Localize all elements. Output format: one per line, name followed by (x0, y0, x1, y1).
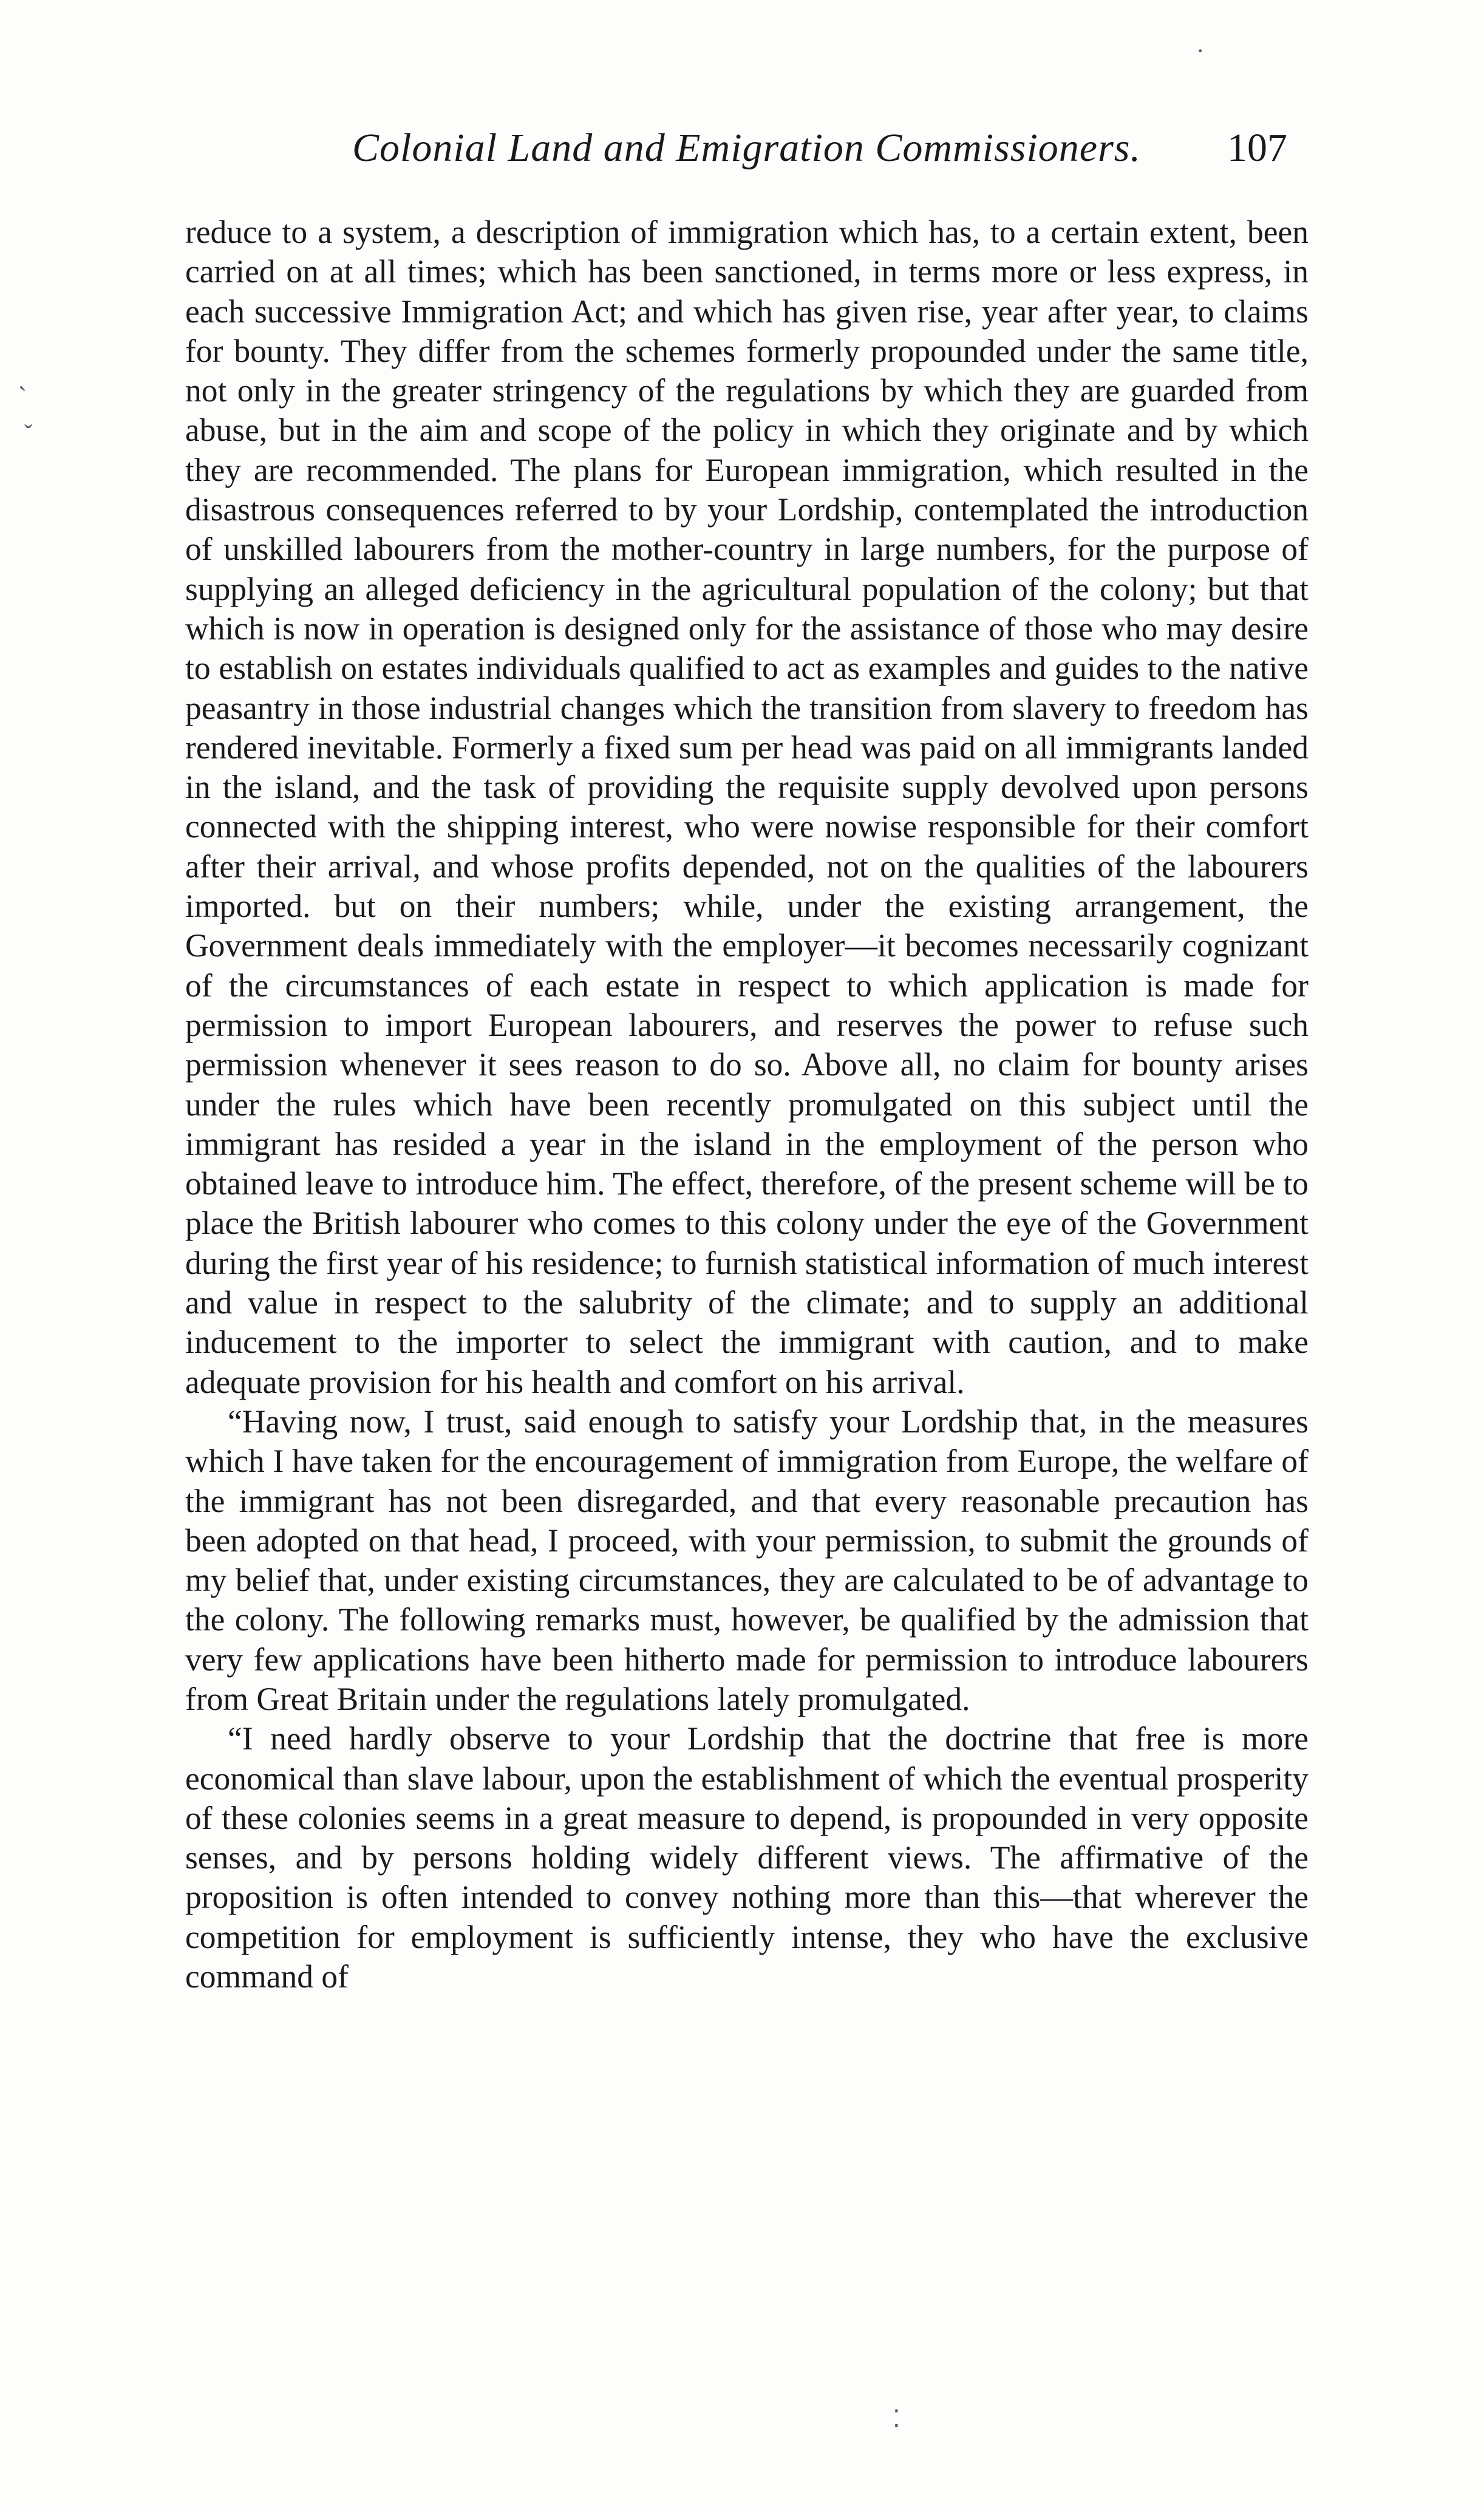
scan-mark: ′ (13, 381, 41, 400)
scan-speck: ⁚ (893, 2405, 900, 2433)
paragraph: “I need hardly observe to your Lordship that the doctrine that free is more economical than slave labour, upon the establishment of which the eventual prosperity of these colonies seems in a great measure to depend, is propounded in very opposite senses, and by persons holding widely different views. The affirmative of the proposition is often intended to convey nothing more than this—that wherever the competition for employment is sufficiently intense, they who have the exclusive command of (185, 1720, 1309, 1995)
scan-speck: · (1196, 37, 1205, 64)
page-number: 107 (1227, 126, 1287, 170)
running-head-title: Colonial Land and Emigration Commissioners. (352, 126, 1141, 170)
paragraph: reduce to a system, a description of immigration which has, to a certain extent, been carried on at all times; which has been sanctioned, in terms more or less express, in each successive Immigration Act; and which has given rise, year after year, to claims for bounty. They differ from the schemes formerly propounded under the same title, not only in the greater stringency of the regulations by which they are guarded from abuse, but in the aim and scope of the policy in which they originate and by which they are recommended. The plans for European immigration, which resulted in the disastrous consequences referred to by your Lordship, contemplated the introduction of unskilled labourers from the mother-country in large numbers, for the purpose of supplying an alleged deficiency in the agricultural population of the colony; but that which is now in operation is designed only for the assistance of those who may desire to establish on estates individuals qualified to act as examples and guides to the native peasantry in those industrial changes which the transition from slavery to freedom has rendered inevitable. Formerly a fixed sum per head was paid on all immigrants landed in the island, and the task of providing the requisite supply devolved upon persons connected with the shipping interest, who were nowise responsible for their comfort after their arrival, and whose profits depended, not on the qualities of the labourers imported. but on their numbers; while, under the existing arrangement, the Government deals immediately with the employer—it becomes necessarily cognizant of the circumstances of each estate in respect to which application is made for permission to import European labourers, and reserves the power to refuse such permission whenever it sees reason to do so. Above all, no claim for bounty arises under the rules which have been recently promulgated on this subject until the immigrant has resided a year in the island in the employment of the person who obtained leave to introduce him. The effect, therefore, of the present scheme will be to place the British labourer who comes to this colony under the eye of the Government during the first year of his residence; to furnish statistical information of much interest and value in respect to the salubrity of the climate; and to supply an additional inducement to the importer to select the immigrant with caution, and to make adequate provision for his health and comfort on his arrival. (185, 214, 1309, 1400)
body-text (185, 213, 1309, 1997)
running-head (352, 125, 1287, 180)
paragraph: “Having now, I trust, said enough to satisfy your Lordship that, in the measures which I have taken for the encouragement of immigration from Europe, the welfare of the immigrant has not been disregarded, and that every reasonable precaution has been adopted on that head, I proceed, with your permission, to submit the grounds of my belief that, under existing circumstances, they are calculated to be of advantage to the colony. The following remarks must, however, be qualified by the admission that very few applications have been hitherto made for permission to introduce labourers from Great Britain under the regulations lately promulgated. (185, 1403, 1309, 1717)
scan-mark: ˇ (24, 420, 33, 447)
